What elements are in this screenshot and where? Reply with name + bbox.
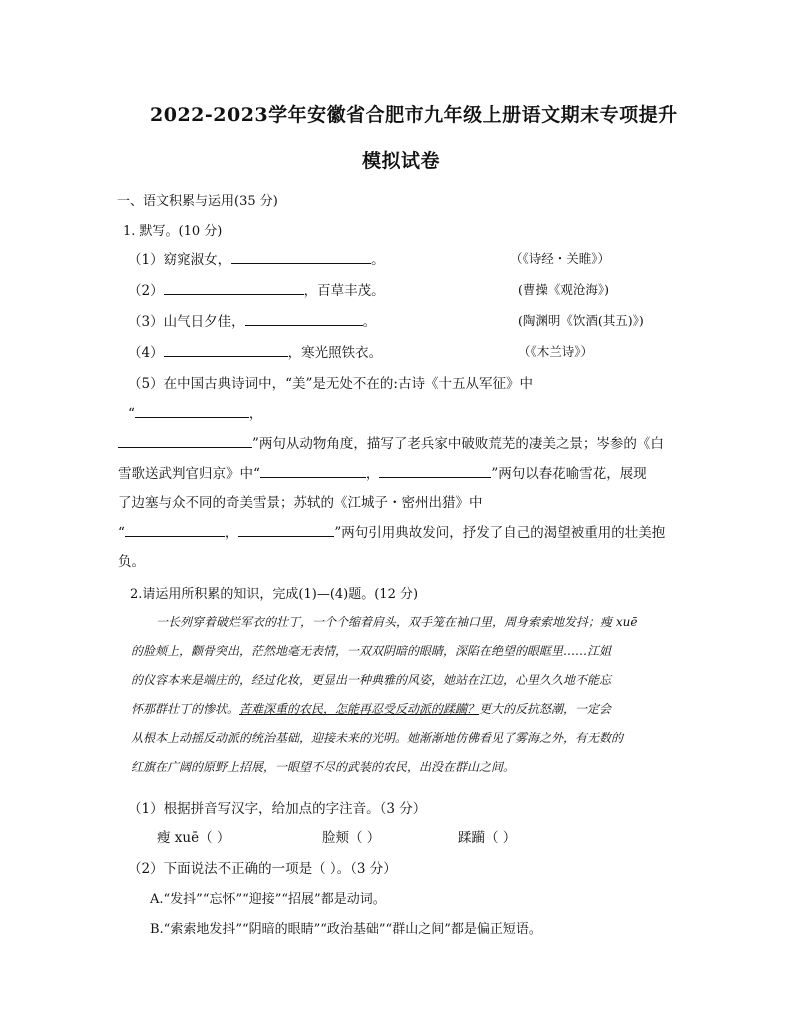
passage-text: 更大的反抗怒潮，一定会 xyxy=(479,702,612,716)
q1-item-2 xyxy=(128,279,385,299)
answer-blank[interactable] xyxy=(135,403,249,418)
text: ”两句以春花喻雪花，展现 xyxy=(491,466,647,482)
quote-open: “ xyxy=(128,406,135,422)
q2-sub2-option-b: B.“索索地发抖”“阴暗的眼睛”“政治基础”“群山之间”都是偏正短语。 xyxy=(150,922,542,937)
text: ”两句引用典故发问，抒发了自己的渴望被重用的壮美抱 xyxy=(334,525,666,541)
passage-line-5: 从根本上动摇反动派的统治基础，迎接未来的光明。她渐渐地仿佛看见了雾海之外，有无数的 xyxy=(131,731,624,745)
q1-item-num: （2） xyxy=(128,283,164,299)
q2-sub1-item-1: 瘦 xuē（ ） xyxy=(157,830,231,846)
answer-blank[interactable] xyxy=(231,249,371,264)
section-heading: 一、语文积累与运用(35 分) xyxy=(117,194,278,209)
quote-open: “ xyxy=(118,525,125,541)
q1-item-5-line-7: 负。 xyxy=(118,554,145,570)
answer-blank[interactable] xyxy=(118,433,252,448)
comma: ， xyxy=(248,406,263,422)
q1-item-text: 山气日夕佳， xyxy=(163,314,245,330)
q2-sub2-option-a: A.“发抖”“忘怀”“迎接”“招展”都是动词。 xyxy=(150,892,386,907)
answer-blank[interactable] xyxy=(379,463,491,478)
passage-line-4 xyxy=(131,700,611,717)
text: ”两句从动物角度，描写了老兵家中破败荒芜的凄美之景；岑参的《白 xyxy=(252,436,664,452)
q1-item-5-line-1: （5）在中国古典诗词中，“美”是无处不在的:古诗《十五从军征》中 xyxy=(128,376,533,392)
passage-text: 怀那群壮丁的惨状。 xyxy=(131,702,240,716)
q2-sub2-heading: （2）下面说法不正确的一项是（ ）。（3 分） xyxy=(128,861,397,877)
q1-item-2-source: (曹操《观沧海》) xyxy=(518,282,610,297)
answer-blank[interactable] xyxy=(164,280,304,295)
passage-line-3: 的仪容本来是端庄的，经过化妆，更显出一种典雅的风姿，她站在江边，心里久久地不能忘 xyxy=(131,673,612,687)
q1-item-text: 窈窕淑女， xyxy=(163,252,232,268)
q2-sub1-item-2: 脸颊（ ） xyxy=(322,830,381,846)
answer-blank[interactable] xyxy=(125,522,225,537)
q1-item-end: ，百草丰茂。 xyxy=(303,283,385,299)
q1-heading: 1. 默写。(10 分) xyxy=(123,224,223,239)
answer-blank[interactable] xyxy=(164,342,288,357)
q1-item-num: （3） xyxy=(128,314,164,330)
q2-sub1-item-3: 蹂躏（ ） xyxy=(458,830,517,846)
q1-item-end: 。 xyxy=(371,252,385,268)
passage-line-6: 红旗在广阔的原野上招展，一眼望不尽的武装的农民，出没在群山之间。 xyxy=(131,760,516,774)
q1-item-5-line-3 xyxy=(118,432,664,452)
q1-item-num: （4） xyxy=(128,345,164,361)
q1-item-5-line-4 xyxy=(118,462,647,482)
q1-item-num: （1） xyxy=(128,252,164,268)
q1-item-1 xyxy=(128,248,385,268)
text: 雪歌送武判官归京》中“ xyxy=(118,466,260,482)
q1-item-4-source: （《木兰诗》） xyxy=(518,344,594,359)
title-line-2: 模拟试卷 xyxy=(362,150,441,172)
passage-line-1: 一长列穿着破烂军衣的壮丁，一个个缩着肩头，双手笼在袖口里，周身索索地发抖；瘦 xuē xyxy=(156,615,638,629)
answer-blank[interactable] xyxy=(245,311,363,326)
q1-item-1-source: （《诗经・关睢》） xyxy=(510,251,611,266)
comma: ， xyxy=(224,525,239,541)
q1-item-3 xyxy=(128,310,376,330)
q1-item-5-line-6 xyxy=(118,521,665,541)
passage-line-2: 的脸颊上，颧骨突出，茫然地毫无表情，一双双阴暗的眼睛，深陷在绝望的眼眶里……江姐 xyxy=(131,644,612,658)
answer-blank[interactable] xyxy=(238,522,334,537)
passage-underlined-sentence: 苦难深重的农民，怎能再忍受反动派的蹂躏？ xyxy=(239,702,480,716)
q1-item-5-line-2 xyxy=(128,402,262,422)
q2-sub1-heading: （1）根据拼音写汉字，给加点的字注音。（3 分） xyxy=(128,801,427,817)
q2-heading: 2.请运用所积累的知识，完成(1)—(4)题。(12 分) xyxy=(130,587,419,602)
q1-item-4 xyxy=(128,341,382,361)
answer-blank[interactable] xyxy=(260,463,366,478)
comma: ， xyxy=(365,466,380,482)
q1-item-end: ，寒光照铁衣。 xyxy=(287,345,383,361)
q1-item-end: 。 xyxy=(362,314,377,330)
q1-item-3-source: (陶渊明《饮酒(其五)》) xyxy=(518,313,644,328)
title-line-1: 2022-2023学年安徽省合肥市九年级上册语文期末专项提升 xyxy=(150,104,678,126)
q1-item-5-line-5: 了边塞与众不同的奇美雪景；苏轼的《江城子・密州出猎》中 xyxy=(118,495,483,511)
